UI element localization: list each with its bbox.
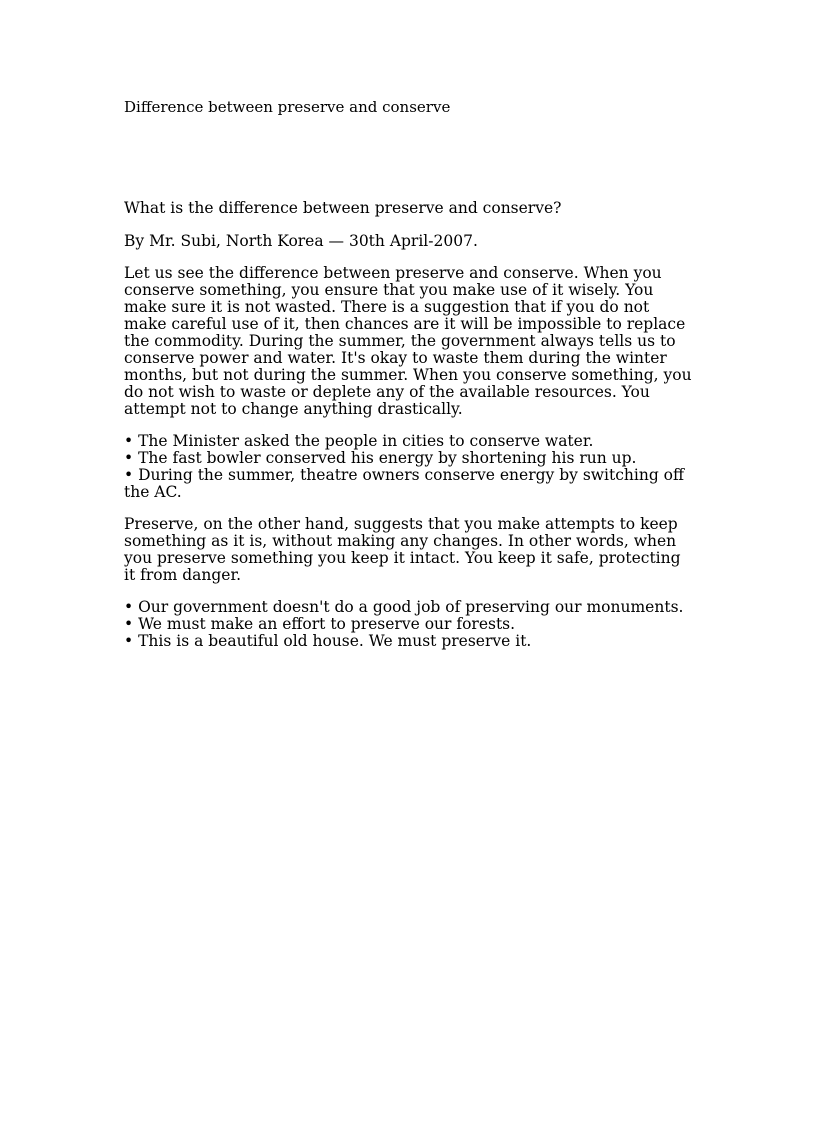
- preserve-paragraph: Preserve, on the other hand, suggests that you make attempts to keep something as it is, without making any changes. In other words, when you preserve something you keep it intact. You keep it safe, protecting it from danger.: [124, 515, 681, 584]
- example-text: We must make an effort to preserve our forests.: [138, 615, 516, 633]
- bullet-icon: •: [124, 632, 134, 650]
- bullet-icon: •: [124, 466, 134, 484]
- document-body: [124, 200, 696, 665]
- list-item: [124, 433, 696, 450]
- preserve-examples-list: [124, 599, 696, 650]
- example-text: The fast bowler conserved his energy by shortening his run up.: [138, 449, 637, 467]
- question-heading: What is the difference between preserve and conserve?: [124, 199, 562, 217]
- list-item: [124, 467, 696, 501]
- bullet-icon: •: [124, 432, 134, 450]
- example-text: This is a beautiful old house. We must preserve it.: [138, 632, 532, 650]
- list-item: [124, 616, 696, 633]
- bullet-icon: •: [124, 449, 134, 467]
- bullet-icon: •: [124, 615, 134, 633]
- list-item: [124, 599, 696, 616]
- bullet-icon: •: [124, 598, 134, 616]
- list-item: [124, 633, 696, 650]
- author-byline: By Mr. Subi, North Korea — 30th April-2007.: [124, 232, 478, 250]
- list-item: [124, 450, 696, 467]
- conserve-paragraph: Let us see the difference between preserve and conserve. When you conserve something, you ensure that you make use of it wisely. You make sure it is not wasted. There is a suggestion that if you do not make careful use of it, then chances are it will be impossible to replace the commodity. During the summer, the government always tells us to conserve power and water. It's okay to waste them during the winter months, but not during the summer. When you conserve something, you do not wish to waste or deplete any of the available resources. You attempt not to change anything drastically.: [124, 264, 692, 418]
- conserve-examples-list: [124, 433, 696, 501]
- example-text: The Minister asked the people in cities to conserve water.: [138, 432, 594, 450]
- example-text: Our government doesn't do a good job of preserving our monuments.: [138, 598, 684, 616]
- document-title: Difference between preserve and conserve: [124, 98, 451, 116]
- example-text: During the summer, theatre owners conserve energy by switching off the AC.: [124, 466, 685, 501]
